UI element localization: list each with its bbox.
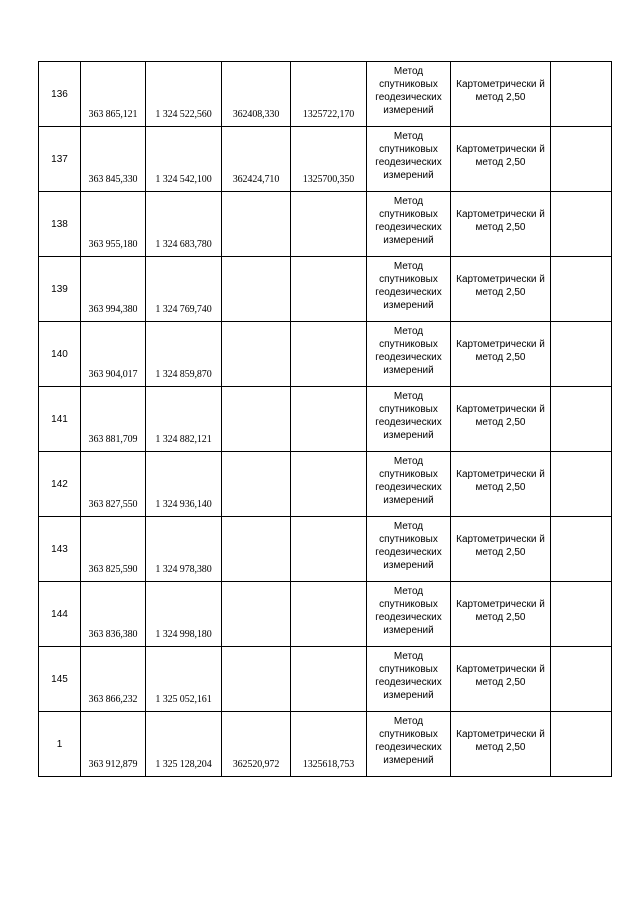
- point-number-cell: 137: [39, 127, 81, 192]
- table-row: [39, 322, 612, 387]
- method-cell: Метод спутниковых геодезических измерений: [367, 452, 451, 517]
- x-previous-coordinate-cell: 362520,972: [222, 712, 291, 777]
- y-coordinate-cell: 1 324 859,870: [146, 322, 222, 387]
- y-previous-coordinate-cell: [291, 322, 367, 387]
- table-row: [39, 452, 612, 517]
- x-coordinate-cell: 363 994,380: [81, 257, 146, 322]
- accuracy-cell: Картометрически й метод 2,50: [451, 257, 551, 322]
- point-number-cell: 1: [39, 712, 81, 777]
- x-previous-coordinate-cell: [222, 582, 291, 647]
- point-number-cell: 136: [39, 62, 81, 127]
- y-coordinate-cell: 1 324 978,380: [146, 517, 222, 582]
- x-coordinate-cell: 363 845,330: [81, 127, 146, 192]
- y-previous-coordinate-cell: 1325722,170: [291, 62, 367, 127]
- method-cell: Метод спутниковых геодезических измерений: [367, 387, 451, 452]
- table-row: [39, 582, 612, 647]
- x-coordinate-cell: 363 865,121: [81, 62, 146, 127]
- x-previous-coordinate-cell: [222, 647, 291, 712]
- y-previous-coordinate-cell: [291, 647, 367, 712]
- extra-cell: [551, 647, 612, 712]
- extra-cell: [551, 127, 612, 192]
- accuracy-cell: Картометрически й метод 2,50: [451, 452, 551, 517]
- coordinates-table: [38, 61, 612, 777]
- method-cell: Метод спутниковых геодезических измерений: [367, 62, 451, 127]
- table-row: [39, 257, 612, 322]
- method-cell: Метод спутниковых геодезических измерений: [367, 257, 451, 322]
- method-cell: Метод спутниковых геодезических измерений: [367, 647, 451, 712]
- table-row: [39, 127, 612, 192]
- accuracy-cell: Картометрически й метод 2,50: [451, 62, 551, 127]
- method-cell: Метод спутниковых геодезических измерений: [367, 712, 451, 777]
- table-row: [39, 647, 612, 712]
- y-coordinate-cell: 1 325 128,204: [146, 712, 222, 777]
- y-previous-coordinate-cell: [291, 257, 367, 322]
- x-previous-coordinate-cell: [222, 257, 291, 322]
- x-coordinate-cell: 363 836,380: [81, 582, 146, 647]
- y-previous-coordinate-cell: 1325700,350: [291, 127, 367, 192]
- x-coordinate-cell: 363 912,879: [81, 712, 146, 777]
- x-previous-coordinate-cell: [222, 387, 291, 452]
- x-previous-coordinate-cell: [222, 192, 291, 257]
- point-number-cell: 140: [39, 322, 81, 387]
- table-row: [39, 192, 612, 257]
- extra-cell: [551, 387, 612, 452]
- extra-cell: [551, 517, 612, 582]
- extra-cell: [551, 322, 612, 387]
- x-coordinate-cell: 363 881,709: [81, 387, 146, 452]
- point-number-cell: 139: [39, 257, 81, 322]
- x-previous-coordinate-cell: 362408,330: [222, 62, 291, 127]
- point-number-cell: 145: [39, 647, 81, 712]
- point-number-cell: 138: [39, 192, 81, 257]
- extra-cell: [551, 712, 612, 777]
- x-coordinate-cell: 363 866,232: [81, 647, 146, 712]
- y-coordinate-cell: 1 324 522,560: [146, 62, 222, 127]
- y-coordinate-cell: 1 325 052,161: [146, 647, 222, 712]
- point-number-cell: 141: [39, 387, 81, 452]
- x-coordinate-cell: 363 827,550: [81, 452, 146, 517]
- table-row: [39, 62, 612, 127]
- accuracy-cell: Картометрически й метод 2,50: [451, 322, 551, 387]
- x-coordinate-cell: 363 904,017: [81, 322, 146, 387]
- method-cell: Метод спутниковых геодезических измерений: [367, 582, 451, 647]
- method-cell: Метод спутниковых геодезических измерений: [367, 322, 451, 387]
- accuracy-cell: Картометрически й метод 2,50: [451, 192, 551, 257]
- point-number-cell: 142: [39, 452, 81, 517]
- x-previous-coordinate-cell: 362424,710: [222, 127, 291, 192]
- accuracy-cell: Картометрически й метод 2,50: [451, 582, 551, 647]
- y-coordinate-cell: 1 324 769,740: [146, 257, 222, 322]
- x-previous-coordinate-cell: [222, 452, 291, 517]
- y-coordinate-cell: 1 324 542,100: [146, 127, 222, 192]
- y-previous-coordinate-cell: [291, 517, 367, 582]
- y-coordinate-cell: 1 324 998,180: [146, 582, 222, 647]
- extra-cell: [551, 257, 612, 322]
- accuracy-cell: Картометрически й метод 2,50: [451, 517, 551, 582]
- table-row: [39, 517, 612, 582]
- accuracy-cell: Картометрически й метод 2,50: [451, 647, 551, 712]
- y-previous-coordinate-cell: 1325618,753: [291, 712, 367, 777]
- y-previous-coordinate-cell: [291, 192, 367, 257]
- x-coordinate-cell: 363 955,180: [81, 192, 146, 257]
- accuracy-cell: Картометрически й метод 2,50: [451, 387, 551, 452]
- accuracy-cell: Картометрически й метод 2,50: [451, 712, 551, 777]
- accuracy-cell: Картометрически й метод 2,50: [451, 127, 551, 192]
- y-previous-coordinate-cell: [291, 582, 367, 647]
- y-coordinate-cell: 1 324 683,780: [146, 192, 222, 257]
- y-previous-coordinate-cell: [291, 387, 367, 452]
- point-number-cell: 144: [39, 582, 81, 647]
- y-coordinate-cell: 1 324 882,121: [146, 387, 222, 452]
- x-coordinate-cell: 363 825,590: [81, 517, 146, 582]
- method-cell: Метод спутниковых геодезических измерений: [367, 192, 451, 257]
- table-row: [39, 712, 612, 777]
- y-coordinate-cell: 1 324 936,140: [146, 452, 222, 517]
- method-cell: Метод спутниковых геодезических измерений: [367, 127, 451, 192]
- extra-cell: [551, 192, 612, 257]
- extra-cell: [551, 62, 612, 127]
- extra-cell: [551, 452, 612, 517]
- extra-cell: [551, 582, 612, 647]
- x-previous-coordinate-cell: [222, 322, 291, 387]
- table-body: [39, 62, 612, 777]
- point-number-cell: 143: [39, 517, 81, 582]
- method-cell: Метод спутниковых геодезических измерений: [367, 517, 451, 582]
- table-row: [39, 387, 612, 452]
- x-previous-coordinate-cell: [222, 517, 291, 582]
- y-previous-coordinate-cell: [291, 452, 367, 517]
